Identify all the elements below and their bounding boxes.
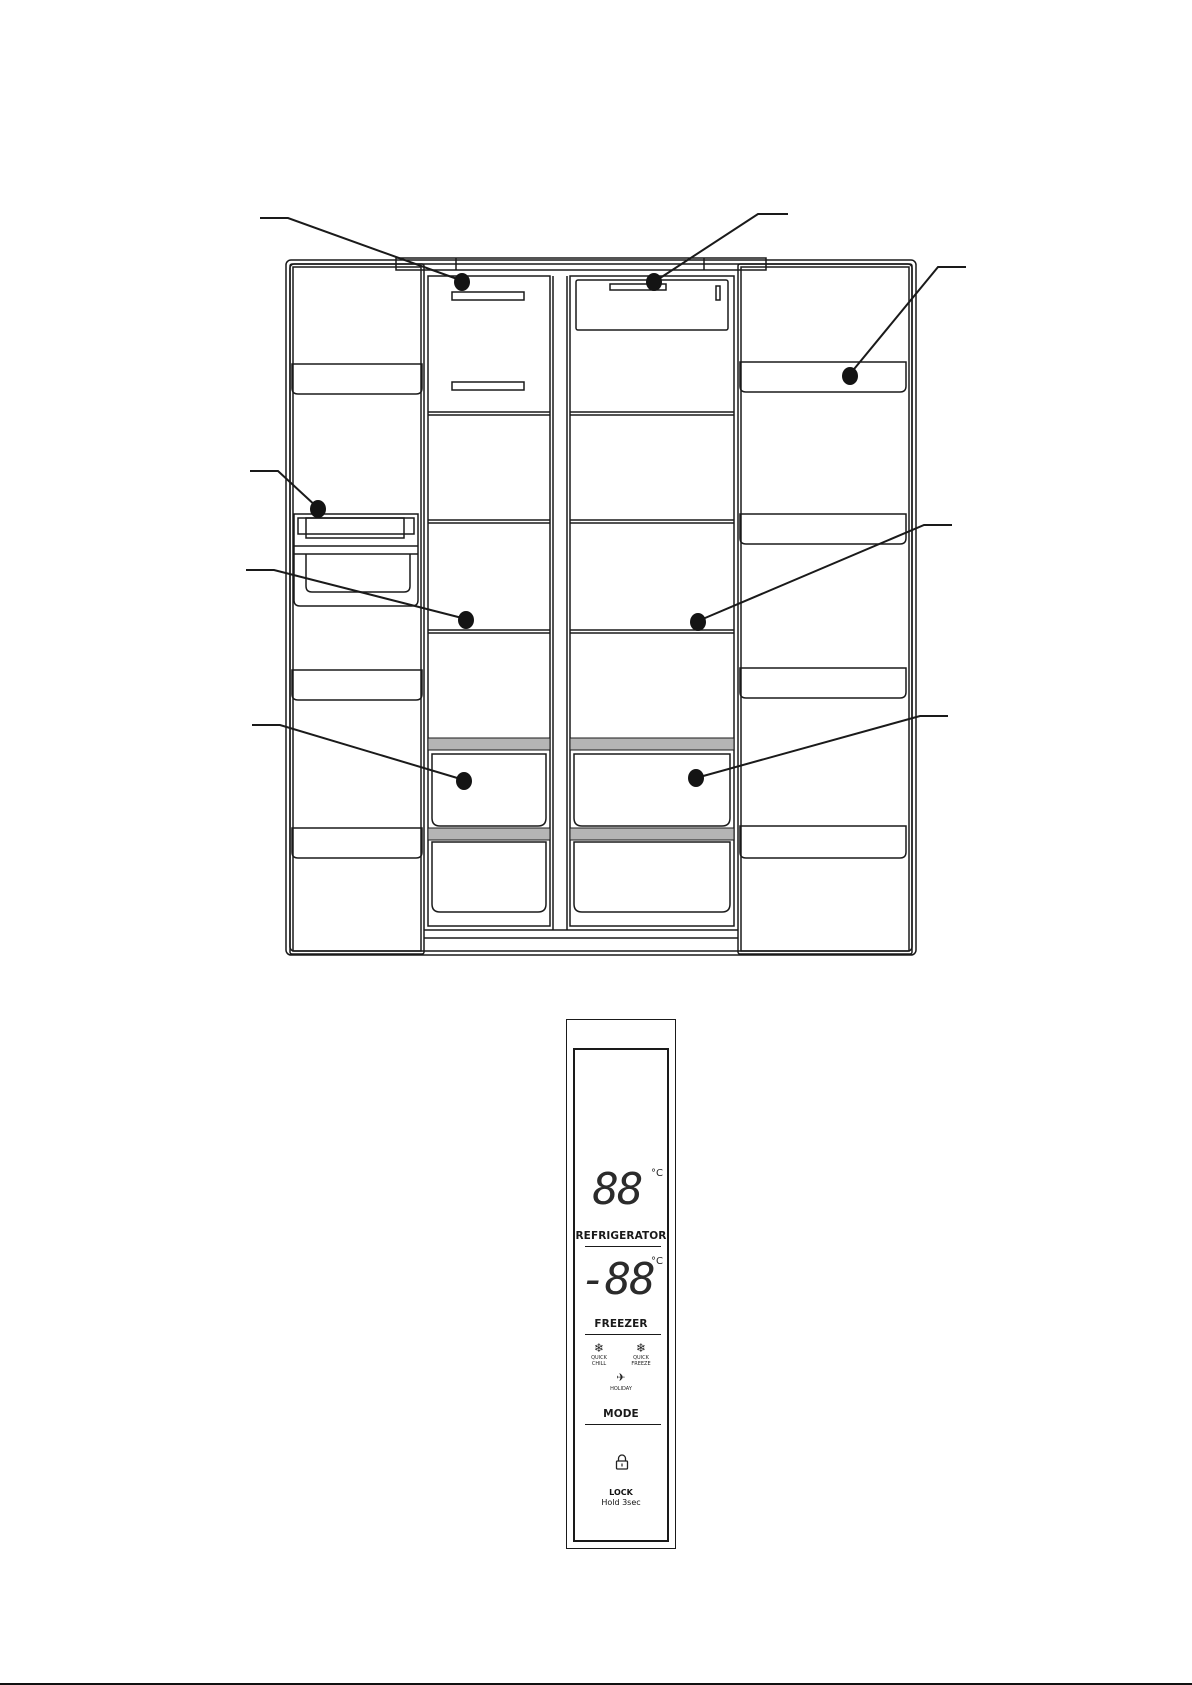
snowflake-icon: ❄ [593, 1341, 605, 1355]
mode-button[interactable]: MODE [603, 1408, 639, 1420]
callout-dot-8 [688, 769, 704, 787]
lock-button[interactable]: LOCK [609, 1488, 633, 1497]
crisper-drawer-2 [574, 842, 730, 912]
callout-dot-5 [458, 611, 474, 629]
callout-dot-7 [456, 772, 472, 790]
right-door-bin-4 [740, 826, 906, 858]
divider [585, 1246, 661, 1247]
right-door-bin-3 [740, 668, 906, 698]
freezer-rack-1 [452, 292, 524, 300]
quick-freeze-button[interactable] [621, 1355, 661, 1367]
freezer-temp-display: -88 [580, 1254, 654, 1305]
refrigerator-unit: °C [651, 1168, 663, 1179]
divider [585, 1334, 661, 1335]
freezer-drawer-cover-1 [428, 738, 550, 750]
crisper-drawer-1 [574, 754, 730, 826]
padlock-icon [615, 1454, 629, 1470]
left-door-bin-1 [292, 364, 422, 394]
right-door-bin-1 [740, 362, 906, 392]
crisper-cover-2 [570, 828, 734, 840]
freezer-button[interactable]: FREEZER [594, 1318, 648, 1330]
callout-dot-4 [310, 500, 326, 518]
right-door-bin-2 [740, 514, 906, 544]
freezer-drawer-1 [432, 754, 546, 826]
freezer-unit: °C [651, 1256, 663, 1267]
quick-chill-label-2: CHILL [591, 1361, 607, 1367]
callout-line-3 [850, 267, 966, 374]
quick-chill-label-1: QUICK [591, 1355, 607, 1361]
divider [585, 1424, 661, 1425]
callout-dot-6 [690, 613, 706, 631]
control-panel-display [573, 1048, 669, 1542]
callout-dot-3 [842, 367, 858, 385]
control-panel [566, 1019, 676, 1549]
callout-line-2 [654, 214, 788, 282]
lock-hint: Hold 3sec [601, 1498, 641, 1507]
freezer-drawer-2 [432, 842, 546, 912]
refrigerator-button[interactable]: REFRIGERATOR [575, 1230, 667, 1242]
callout-line-6 [698, 525, 952, 621]
snowflake-icon: ❄ [635, 1341, 647, 1355]
callout-line-5 [246, 570, 466, 619]
callout-dot-1 [454, 273, 470, 291]
left-door-bin-3 [292, 828, 422, 858]
cabinet-outline-inner [290, 264, 912, 951]
left-door-bin-2 [292, 670, 422, 700]
freezer-drawer-cover-2 [428, 828, 550, 840]
callout-line-4 [250, 471, 318, 508]
freezer-rack-2 [452, 382, 524, 390]
quick-freeze-label-1: QUICK [633, 1355, 649, 1361]
callout-dot-2 [646, 273, 662, 291]
refrigerator-temp-display: 88 [592, 1164, 642, 1215]
holiday-button[interactable]: HOLIDAY [610, 1386, 632, 1392]
holiday-icon: ✈ [616, 1371, 626, 1384]
crisper-cover-1 [570, 738, 734, 750]
right-door [738, 264, 912, 954]
left-door [290, 264, 424, 954]
quick-chill-button[interactable] [579, 1355, 619, 1367]
quick-freeze-label-2: FREEZE [631, 1361, 651, 1367]
